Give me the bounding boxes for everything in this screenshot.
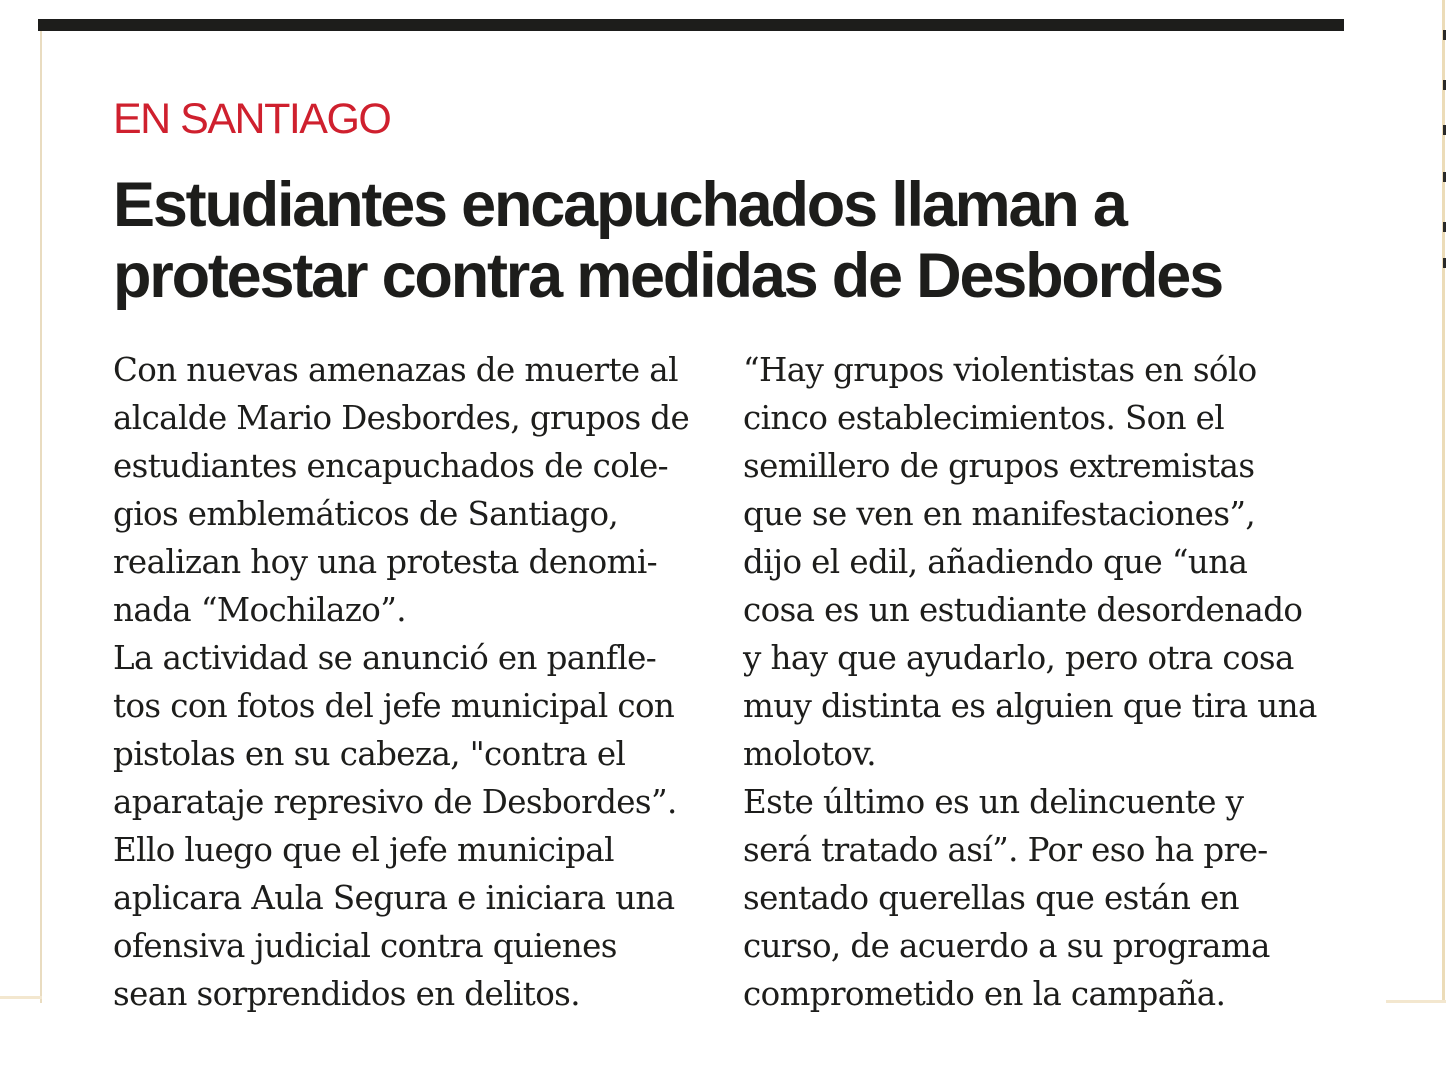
body-line: pistolas en su cabeza, "contra el [113,735,626,773]
body-line: molotov. [743,735,877,773]
bottom-page-edge [1386,1000,1446,1003]
body-line: ofensiva judicial contra quienes [113,927,617,965]
body-line: cosa es un estudiante desordenado [743,591,1303,629]
body-line: sentado querellas que están en [743,879,1239,917]
body-line: Este último es un delincuente y [743,783,1244,821]
body-line: estudiantes encapuchados de cole- [113,447,669,485]
body-line: curso, de acuerdo a su programa [743,927,1270,965]
body-line: Con nuevas amenazas de muerte al [113,351,678,389]
body-line: gios emblemáticos de Santiago, [113,495,619,533]
section-kicker: EN SANTIAGO [113,95,391,143]
body-line: dijo el edil, añadiendo que “una [743,543,1248,581]
body-line: “Hay grupos violentistas en sólo [743,351,1257,389]
body-line: será tratado así”. Por eso ha pre- [743,831,1268,869]
headline-line: protestar contra medidas de Desbordes [113,241,1222,311]
body-line: nada “Mochilazo”. [113,591,407,629]
right-page-edge [1442,0,1445,1000]
bottom-page-edge [0,996,42,999]
body-column-right [743,346,1343,1018]
body-column-left [113,346,713,1018]
headline-line: Estudiantes encapuchados llaman a [113,170,1126,240]
body-line: alcalde Mario Desbordes, grupos de [113,399,690,437]
article-headline [113,170,1353,312]
body-line: Ello luego que el jefe municipal [113,831,614,869]
body-line: La actividad se anunció en panfle- [113,639,657,677]
left-page-edge [40,31,42,1003]
body-line: y hay que ayudarlo, pero otra cosa [743,639,1294,677]
body-line: semillero de grupos extremistas [743,447,1255,485]
body-line: muy distinta es alguien que tira una [743,687,1317,725]
body-line: aparataje represivo de Desbordes”. [113,783,677,821]
body-line: aplicara Aula Segura e iniciara una [113,879,675,917]
top-rule [38,19,1344,31]
body-line: comprometido en la campaña. [743,975,1226,1013]
body-line: sean sorprendidos en delitos. [113,975,580,1013]
body-line: cinco establecimientos. Son el [743,399,1225,437]
body-line: tos con fotos del jefe municipal con [113,687,675,725]
body-line: realizan hoy una protesta denomi- [113,543,658,581]
body-line: que se ven en manifestaciones”, [743,495,1256,533]
